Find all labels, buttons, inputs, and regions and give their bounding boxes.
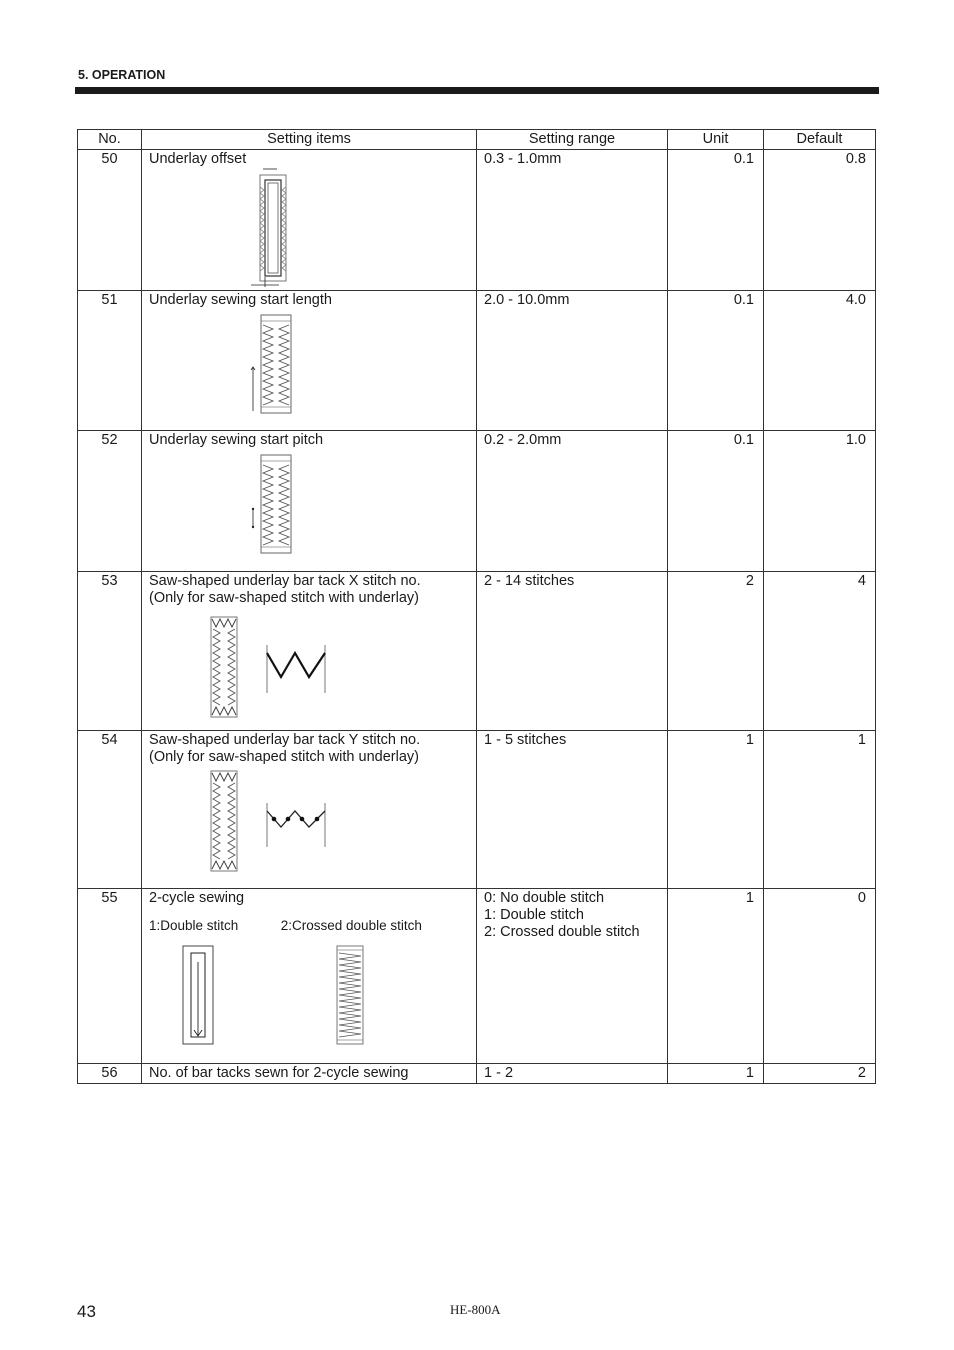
row-item [142, 291, 477, 431]
item-note: (Only for saw-shaped stitch with underlay) [149, 590, 419, 606]
row-item [142, 889, 477, 1064]
row-default: 4.0 [764, 291, 876, 431]
row-unit: 0.1 [668, 291, 764, 431]
crossed-double-stitch-label: 2:Crossed double stitch [280, 918, 422, 933]
row-no: 56 [78, 1064, 142, 1084]
item-label: Saw-shaped underlay bar tack Y stitch no. [149, 732, 421, 748]
row-item [142, 150, 477, 291]
row-unit: 0.1 [668, 431, 764, 572]
table-row [78, 1064, 876, 1084]
row-unit: 1 [668, 889, 764, 1064]
row-unit: 2 [668, 572, 764, 731]
row-no: 53 [78, 572, 142, 731]
row-default: 1 [764, 731, 876, 889]
row-item: No. of bar tacks sewn for 2-cycle sewing [142, 1064, 477, 1084]
range-option: 1: Double stitch [484, 907, 584, 923]
row-range-list [477, 889, 668, 1064]
row-item [142, 572, 477, 731]
row-range: 2 - 14 stitches [477, 572, 668, 731]
table-row [78, 150, 876, 291]
page-number: 43 [77, 1302, 96, 1321]
col-header-range: Setting range [477, 130, 668, 150]
table-row [78, 431, 876, 572]
row-item [142, 731, 477, 889]
table-row [78, 731, 876, 889]
range-option: 0: No double stitch [484, 890, 605, 906]
model-name: HE-800A [450, 1302, 501, 1317]
item-label: Saw-shaped underlay bar tack X stitch no. [149, 573, 421, 589]
underlay-offset-diagram [249, 167, 409, 287]
row-range: 1 - 2 [477, 1064, 668, 1084]
item-label: 2-cycle sewing [149, 890, 245, 906]
row-unit: 1 [668, 731, 764, 889]
table-row [78, 572, 876, 731]
row-default: 2 [764, 1064, 876, 1084]
row-range: 1 - 5 stitches [477, 731, 668, 889]
row-default: 0.8 [764, 150, 876, 291]
double-stitch-label: 1:Double stitch [149, 918, 239, 933]
range-option: 2: Crossed double stitch [484, 924, 640, 940]
table-header-row [78, 130, 876, 150]
row-range: 2.0 - 10.0mm [477, 291, 668, 431]
row-no: 50 [78, 150, 142, 291]
row-range: 0.2 - 2.0mm [477, 431, 668, 572]
col-header-unit: Unit [668, 130, 764, 150]
row-default: 0 [764, 889, 876, 1064]
row-item [142, 431, 477, 572]
col-header-items: Setting items [142, 130, 477, 150]
underlay-start-pitch-diagram [249, 453, 409, 559]
settings-table [77, 129, 876, 1084]
row-default: 4 [764, 572, 876, 731]
two-cycle-sewing-diagram [177, 944, 437, 1048]
table-row [78, 291, 876, 431]
col-header-no: No. [78, 130, 142, 150]
row-unit: 1 [668, 1064, 764, 1084]
row-no: 52 [78, 431, 142, 572]
item-sublabels [149, 917, 469, 934]
item-label: Underlay offset [149, 151, 247, 167]
item-label: Underlay sewing start pitch [149, 432, 324, 448]
underlay-start-length-diagram [249, 313, 409, 419]
row-no: 51 [78, 291, 142, 431]
row-no: 54 [78, 731, 142, 889]
header-rule [75, 87, 879, 94]
row-range: 0.3 - 1.0mm [477, 150, 668, 291]
saw-bar-tack-x-diagram [205, 615, 405, 721]
saw-bar-tack-y-diagram [205, 769, 405, 875]
item-label: Underlay sewing start length [149, 292, 332, 308]
col-header-default: Default [764, 130, 876, 150]
row-unit: 0.1 [668, 150, 764, 291]
table-row [78, 889, 876, 1064]
section-title: 5. OPERATION [78, 68, 166, 82]
row-no: 55 [78, 889, 142, 1064]
item-note: (Only for saw-shaped stitch with underlay) [149, 749, 419, 765]
row-default: 1.0 [764, 431, 876, 572]
